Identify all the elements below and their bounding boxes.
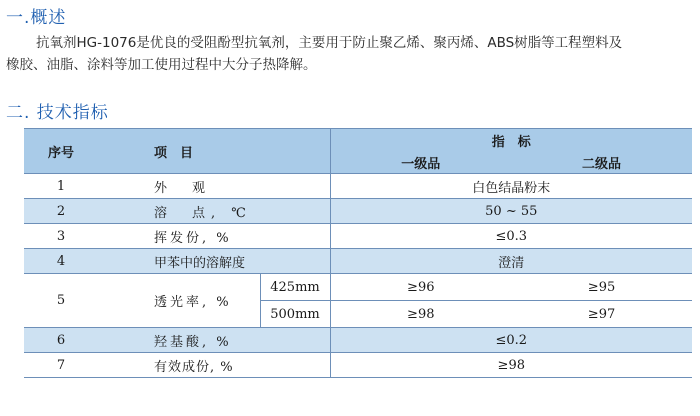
- table-row: [24, 274, 692, 301]
- row-grade-1-value: ≥96: [330, 274, 511, 301]
- row-grade-2-value: ≥95: [511, 274, 692, 301]
- row-value: ≥98: [330, 353, 692, 378]
- row-item: 溶 点, ℃: [98, 199, 330, 224]
- row-value: 白色结晶粉末: [330, 174, 692, 199]
- row-grade-1-value: ≥98: [330, 301, 511, 328]
- section-2-title: 二. 技术指标: [6, 103, 109, 123]
- row-item: 有效成份, %: [98, 353, 330, 378]
- row-no: 4: [24, 249, 98, 274]
- table-row: [24, 224, 692, 249]
- overview-line-2: 橡胶、油脂、涂料等加工使用过程中大分子热降解。: [6, 57, 317, 73]
- overview-paragraph: [6, 32, 694, 76]
- overview-line-1: 抗氧剂HG-1076是优良的受阻酚型抗氧剂，主要用于防止聚乙烯、聚丙烯、ABS树脂等工程塑料及: [36, 35, 623, 51]
- table-row: [24, 328, 692, 353]
- table-header-row: [24, 129, 692, 152]
- row-grade-2-value: ≥97: [511, 301, 692, 328]
- row-item: 甲苯中的溶解度: [98, 249, 330, 274]
- header-grade-2: 二级品: [511, 151, 692, 174]
- table-row: [24, 199, 692, 224]
- table-row: [24, 353, 692, 378]
- row-item: 挥发份, %: [98, 224, 330, 249]
- row-value: 澄清: [330, 249, 692, 274]
- row-no: 7: [24, 353, 98, 378]
- row-no: 1: [24, 174, 98, 199]
- header-grade-1: 一级品: [330, 151, 511, 174]
- row-item: 透光率, %: [98, 274, 260, 328]
- row-value: ≤0.3: [330, 224, 692, 249]
- table-row: [24, 249, 692, 274]
- row-no: 6: [24, 328, 98, 353]
- row-item: 外 观: [98, 174, 330, 199]
- row-wavelength: 425mm: [260, 274, 330, 301]
- section-1-title: 一.概述: [6, 8, 67, 28]
- header-index: 指 标: [330, 129, 692, 152]
- header-item: 项 目: [98, 129, 330, 174]
- row-no: 5: [24, 274, 98, 328]
- row-no: 2: [24, 199, 98, 224]
- table-row: [24, 174, 692, 199]
- row-no: 3: [24, 224, 98, 249]
- row-item: 羟基酸, %: [98, 328, 330, 353]
- row-value: ≤0.2: [330, 328, 692, 353]
- spec-table: [24, 128, 692, 378]
- row-value: 50 ~ 55: [330, 199, 692, 224]
- row-wavelength: 500mm: [260, 301, 330, 328]
- header-no: 序号: [24, 129, 98, 174]
